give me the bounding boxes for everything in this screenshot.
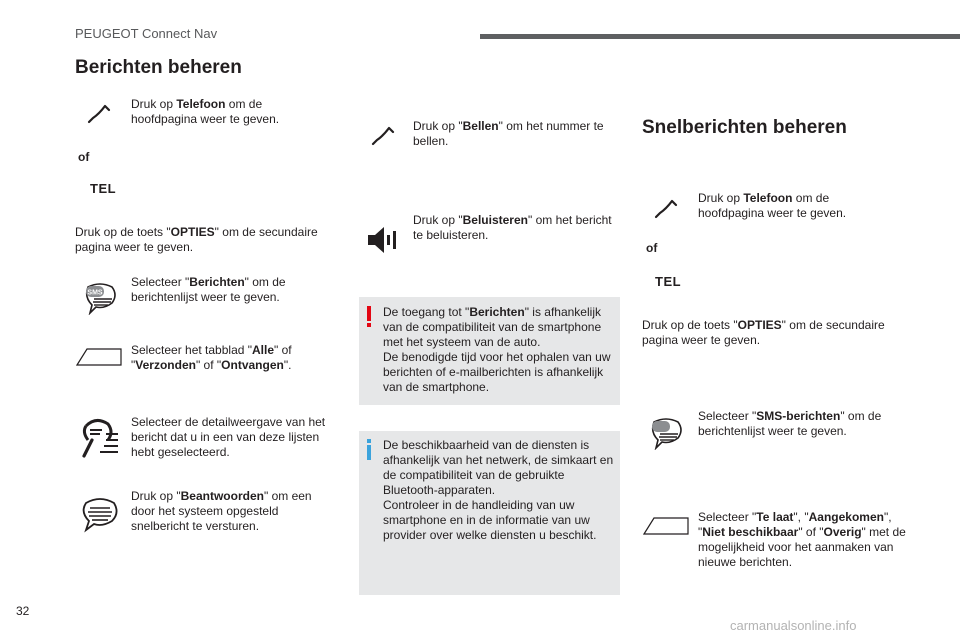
reply-bubble-icon bbox=[80, 497, 120, 533]
message-detail-icon bbox=[80, 418, 120, 460]
middle-step-2: Druk op "Beluisteren" om het bericht te beluisteren. bbox=[413, 213, 612, 242]
info-text: De beschikbaarheid van de diensten is afhankelijk van het netwerk, de simkaart en de compatibiliteit van de gebruikte Bluetooth-apparaten. Controleer in de handleiding van uw smartphone en in de informatie van uw provider over welke diensten u beschikt. bbox=[383, 438, 614, 542]
warning-text: De toegang tot "Berichten" is afhankelijk van de compatibiliteit van de smartphone met het systeem van de auto. De benodigde tijd voor het ophalen van uw berichten of e-mailberichten is afhankelijk van de smartphone. bbox=[383, 305, 611, 394]
left-step-5: Selecteer de detailweergave van het bericht dat u in een van deze lijsten hebt geselecteerd. bbox=[131, 415, 326, 459]
exclamation-icon bbox=[364, 306, 374, 328]
phone-handset-icon bbox=[85, 102, 113, 126]
right-step-2: Druk op de toets "OPTIES" om de secundaire pagina weer te geven. bbox=[642, 318, 885, 347]
section-heading-snelberichten: Snelberichten beheren bbox=[642, 117, 847, 138]
sms-bubble-icon bbox=[648, 418, 684, 450]
left-step-3: Selecteer "Berichten" om de berichtenlijst weer te geven. bbox=[131, 275, 286, 304]
tab-outline-icon bbox=[643, 516, 689, 536]
sms-bubble-icon bbox=[82, 283, 118, 315]
call-handset-icon bbox=[369, 124, 397, 148]
or-label: of bbox=[646, 241, 658, 255]
right-step-3: Selecteer "SMS-berichten" om de berichtenlijst weer te geven. bbox=[698, 409, 882, 438]
speaker-icon bbox=[366, 225, 400, 255]
phone-handset-icon bbox=[652, 197, 680, 221]
left-step-4: Selecteer het tabblad "Alle" of "Verzonden" of "Ontvangen". bbox=[131, 343, 292, 372]
header-bar bbox=[480, 34, 960, 39]
info-icon bbox=[364, 439, 374, 461]
tab-outline-icon bbox=[76, 347, 122, 367]
left-step-2: Druk op de toets "OPTIES" om de secundaire pagina weer te geven. bbox=[75, 225, 318, 254]
left-step-1: Druk op Telefoon om de hoofdpagina weer te geven. bbox=[131, 97, 280, 126]
tel-button-label: TEL bbox=[90, 181, 117, 196]
tel-button-label: TEL bbox=[655, 274, 682, 289]
middle-step-1: Druk op "Bellen" om het nummer te bellen. bbox=[413, 119, 604, 148]
section-heading-berichten: Berichten beheren bbox=[75, 57, 242, 78]
right-step-1: Druk op Telefoon om de hoofdpagina weer te geven. bbox=[698, 191, 847, 220]
left-step-6: Druk op "Beantwoorden" om een door het systeem opgesteld snelbericht te versturen. bbox=[131, 489, 312, 533]
watermark: carmanualsonline.info bbox=[730, 618, 857, 633]
svg-text:SMS: SMS bbox=[87, 289, 103, 297]
running-header: PEUGEOT Connect Nav bbox=[75, 26, 218, 41]
or-label: of bbox=[78, 150, 90, 164]
right-step-4: Selecteer "Te laat", "Aangekomen", "Niet beschikbaar" of "Overig" met de mogelijkheid voor het aanmaken van nieuwe berichten. bbox=[698, 510, 906, 569]
page-number: 32 bbox=[16, 604, 30, 618]
